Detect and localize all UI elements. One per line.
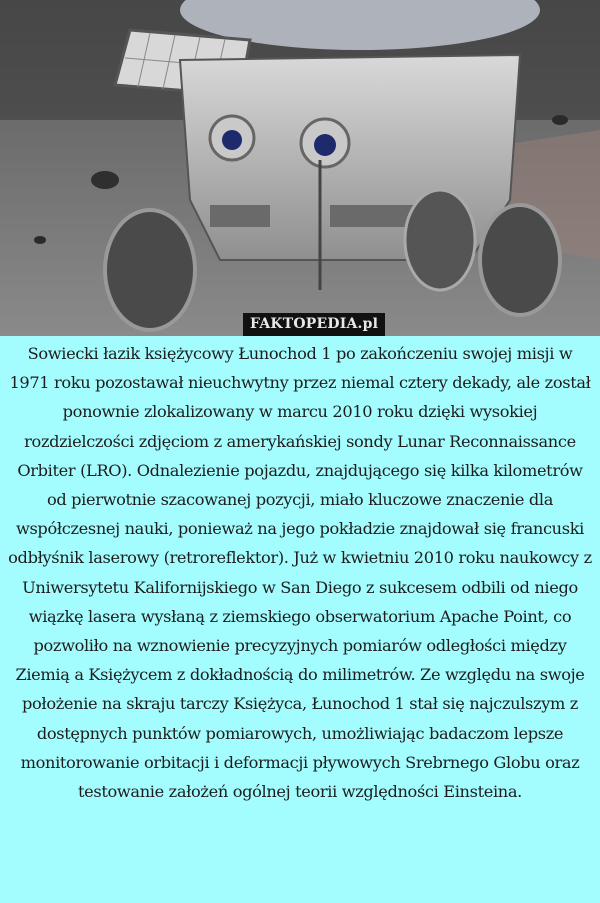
lunokhod-illustration [0,0,600,336]
caption-text: Sowiecki łazik księżycowy Łunochod 1 po zakończeniu swojej misji w 1971 roku pozostawał nieuchwytny przez niemal cztery dekady, ale został ponownie zlokalizowany w marcu 2010 roku dzięki wysokiej rozdzielczości zdjęciom z amerykańskiej sondy Lunar Reconnaissance Orbiter (LRO). Odnalezienie pojazdu, znajdującego się kilka kilometrów od pierwotnie szacowanej pozycji, miało kluczowe znaczenie dla współczesnej nauki, ponieważ na jego pokładzie znajdował się francuski odbłyśnik laserowy (retroreflektor). Już w kwietniu 2010 roku naukowcy z Uniwersytetu Kalifornijskiego w San Diego z sukcesem odbili od niego wiązkę lasera wysłaną z ziemskiego obserwatorium Apache Point, co pozwoliło na wznowienie precyzyjnych pomiarów odległości między Ziemią a Księżycem z dokładnością do milimetrów. Ze względu na swoje położenie na skraju tarczy Księżyca, Łunochod 1 stał się najczulszym z dostępnych punktów pomiarowych, umożliwiając badaczom lepsze monitorowanie orbitacji i deformacji pływowych Srebrnego Globu oraz testowanie założeń ogólnej teorii względności Einsteina. [8,344,592,802]
watermark-logo: FAKTOPEDIA.pl [243,313,385,336]
rover-photo [0,0,600,336]
